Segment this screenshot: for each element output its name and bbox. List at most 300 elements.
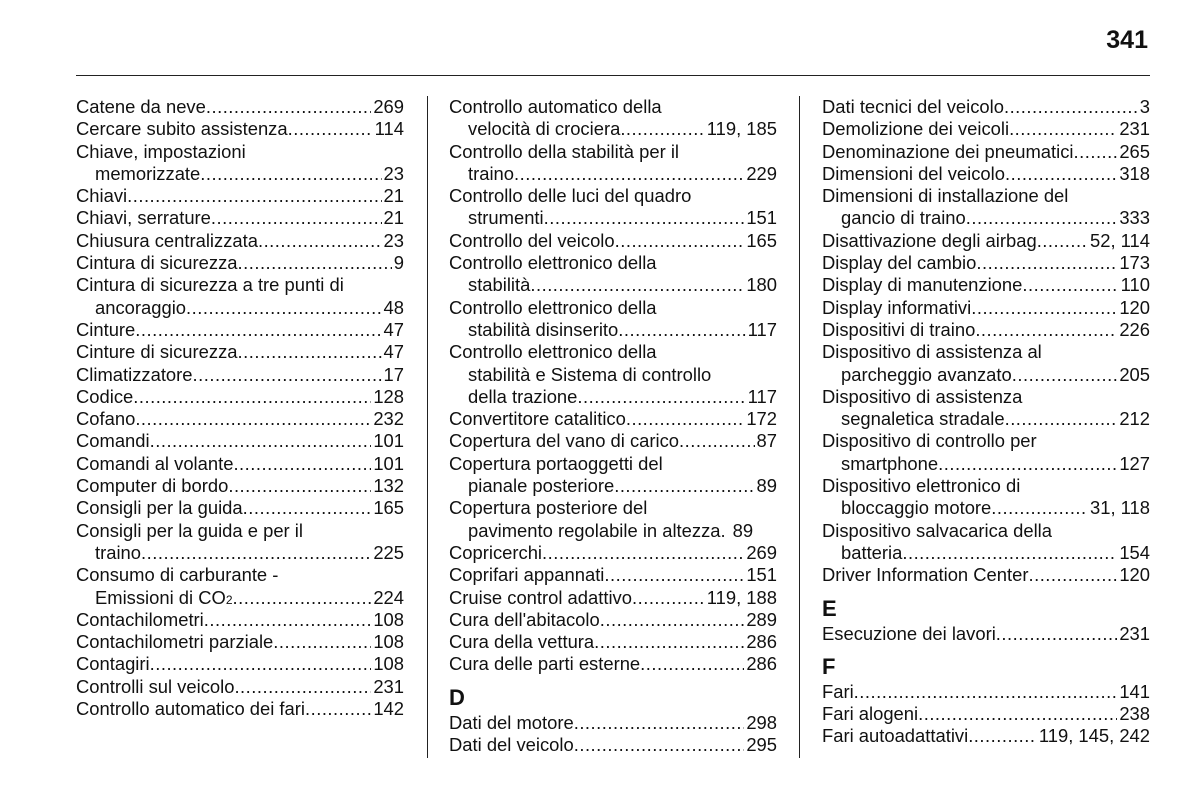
leader-dots bbox=[206, 96, 371, 118]
entry-text: Climatizzatore bbox=[76, 363, 193, 385]
entry-text: Copricerchi bbox=[449, 541, 543, 563]
page-ref: 119, 145, 242 bbox=[1038, 725, 1150, 747]
page-ref: 172 bbox=[746, 408, 777, 430]
leader-dots bbox=[604, 564, 744, 586]
leader-dots bbox=[1009, 118, 1117, 140]
entry-line bbox=[76, 408, 404, 430]
page-ref: 117 bbox=[747, 318, 777, 340]
entry-text: Dati del motore bbox=[449, 711, 574, 733]
index-entry bbox=[822, 681, 1150, 703]
leader-dots bbox=[632, 587, 705, 609]
entry-text: Dispositivo elettronico di bbox=[822, 475, 1021, 497]
index-entry bbox=[76, 230, 404, 252]
entry-line bbox=[449, 163, 777, 185]
index-entry bbox=[822, 386, 1150, 431]
entry-text: Contachilometri bbox=[76, 608, 204, 630]
entry-text: smartphone bbox=[841, 452, 939, 474]
leader-dots bbox=[626, 408, 744, 430]
leader-dots bbox=[975, 319, 1117, 341]
index-entry bbox=[76, 252, 404, 274]
entry-text: Controllo della stabilità per il bbox=[449, 140, 679, 162]
index-entry bbox=[76, 341, 404, 363]
index-entry bbox=[76, 475, 404, 497]
entry-line bbox=[822, 319, 1150, 341]
index-entry bbox=[822, 185, 1150, 230]
entry-text: Convertitore catalitico bbox=[449, 408, 626, 430]
entry-line bbox=[76, 542, 404, 564]
index-entry bbox=[76, 364, 404, 386]
page-ref: 47 bbox=[383, 318, 404, 340]
entry-line bbox=[822, 274, 1150, 296]
page-ref: 232 bbox=[373, 408, 404, 430]
entry-line bbox=[76, 163, 404, 185]
section-letter: D bbox=[449, 684, 465, 710]
entry-line bbox=[76, 141, 404, 163]
leader-dots bbox=[530, 274, 744, 296]
entry-line bbox=[822, 252, 1150, 274]
index-entry bbox=[822, 230, 1150, 252]
entry-line bbox=[76, 341, 404, 363]
leader-dots bbox=[902, 542, 1117, 564]
entry-line bbox=[76, 297, 404, 319]
page-ref: 117 bbox=[747, 385, 777, 407]
index-entry bbox=[76, 564, 404, 609]
page-ref: 229 bbox=[746, 162, 777, 184]
index-entry bbox=[76, 141, 404, 186]
page-ref: 231 bbox=[1119, 622, 1150, 644]
entry-line bbox=[76, 207, 404, 229]
index-entry bbox=[449, 297, 777, 342]
entry-text: Dispositivo di assistenza bbox=[822, 385, 1023, 407]
page-ref: 119, 185 bbox=[706, 118, 777, 140]
leader-dots bbox=[544, 207, 745, 229]
entry-line bbox=[822, 230, 1150, 252]
leader-dots bbox=[141, 542, 371, 564]
entry-text: Contachilometri parziale bbox=[76, 631, 274, 653]
entry-text: strumenti bbox=[468, 207, 544, 229]
page-ref: 154 bbox=[1119, 541, 1150, 563]
entry-text: Dimensioni di installazione del bbox=[822, 185, 1069, 207]
page-ref: 286 bbox=[746, 631, 777, 653]
leader-dots bbox=[918, 703, 1117, 725]
leader-dots bbox=[600, 609, 745, 631]
entry-text: Chiavi bbox=[76, 185, 128, 207]
entry-line bbox=[449, 520, 777, 542]
page-ref: 333 bbox=[1119, 207, 1150, 229]
entry-text: Codice bbox=[76, 385, 134, 407]
entry-text: stabilità e Sistema di controllo bbox=[468, 363, 712, 385]
leader-dots bbox=[640, 653, 744, 675]
index-entry bbox=[822, 341, 1150, 386]
index-entry bbox=[449, 609, 777, 631]
entry-line bbox=[822, 163, 1150, 185]
page-ref: 151 bbox=[746, 564, 777, 586]
leader-dots bbox=[614, 475, 754, 497]
index-entry bbox=[76, 319, 404, 341]
page-ref: 212 bbox=[1119, 408, 1150, 430]
section-letter: E bbox=[822, 595, 837, 621]
entry-line bbox=[822, 96, 1150, 118]
entry-line bbox=[449, 497, 777, 519]
index-entry bbox=[76, 408, 404, 430]
leader-dots bbox=[305, 698, 371, 720]
entry-line bbox=[822, 430, 1150, 452]
leader-dots bbox=[574, 712, 745, 734]
entry-line bbox=[449, 118, 777, 140]
entry-line bbox=[822, 386, 1150, 408]
index-entry bbox=[822, 96, 1150, 118]
entry-text: traino bbox=[468, 162, 515, 184]
entry-text: Controllo automatico della bbox=[449, 96, 662, 117]
entry-text: memorizzate bbox=[95, 162, 201, 184]
page-ref: 108 bbox=[373, 631, 404, 653]
leader-dots bbox=[135, 319, 381, 341]
page-ref: 265 bbox=[1119, 140, 1150, 162]
entry-text: Cinture di sicurezza bbox=[76, 341, 238, 363]
index-entry bbox=[76, 453, 404, 475]
entry-text: Computer di bordo bbox=[76, 475, 229, 497]
entry-line bbox=[449, 631, 777, 653]
leader-dots bbox=[135, 408, 371, 430]
page-ref: 101 bbox=[373, 430, 404, 452]
entry-text: pianale posteriore bbox=[468, 475, 615, 497]
entry-text: Chiave, impostazioni bbox=[76, 140, 246, 162]
page-ref: 151 bbox=[746, 207, 777, 229]
index-entry bbox=[76, 631, 404, 653]
page-ref: 101 bbox=[373, 452, 404, 474]
entry-line bbox=[449, 712, 777, 734]
leader-dots bbox=[233, 587, 372, 609]
page-ref: 119, 188 bbox=[706, 586, 777, 608]
entry-text: Fari alogeni bbox=[822, 703, 919, 725]
page-ref: 224 bbox=[373, 586, 404, 608]
entry-line bbox=[449, 297, 777, 319]
page-ref: 141 bbox=[1119, 680, 1150, 702]
entry-line bbox=[822, 297, 1150, 319]
leader-dots bbox=[1037, 230, 1088, 252]
entry-line bbox=[76, 185, 404, 207]
index-entry bbox=[822, 319, 1150, 341]
entry-line bbox=[449, 230, 777, 252]
index-entry bbox=[449, 408, 777, 430]
entry-line bbox=[822, 118, 1150, 140]
page-ref: 21 bbox=[383, 185, 404, 207]
entry-line bbox=[449, 408, 777, 430]
entry-line bbox=[822, 341, 1150, 363]
entry-line bbox=[449, 653, 777, 675]
entry-text: traino bbox=[95, 541, 142, 563]
index-entry bbox=[76, 430, 404, 452]
entry-text: Chiusura centralizzata bbox=[76, 229, 258, 251]
leader-dots bbox=[996, 623, 1118, 645]
entry-line bbox=[449, 141, 777, 163]
leader-dots bbox=[679, 430, 755, 452]
entry-line bbox=[76, 96, 404, 118]
entry-text: Consumo di carburante - bbox=[76, 564, 279, 586]
entry-line bbox=[822, 703, 1150, 725]
page-ref: 132 bbox=[373, 475, 404, 497]
entry-text: Contagiri bbox=[76, 653, 150, 675]
index-entry bbox=[449, 230, 777, 252]
leader-dots bbox=[1022, 274, 1118, 296]
entry-line bbox=[449, 252, 777, 274]
entry-line: Emissioni di CO 2 ..... 224 bbox=[76, 587, 404, 609]
index-entry bbox=[76, 497, 404, 519]
index-entry bbox=[822, 475, 1150, 520]
index-entry bbox=[822, 141, 1150, 163]
entry-text: Dispositivi di traino bbox=[822, 318, 976, 340]
leader-dots bbox=[1012, 364, 1118, 386]
leader-dots bbox=[542, 542, 744, 564]
entry-text: Comandi bbox=[76, 430, 150, 452]
entry-text: Cinture bbox=[76, 318, 136, 340]
index-entry bbox=[822, 520, 1150, 565]
entry-text: Cura dell'abitacolo bbox=[449, 608, 600, 630]
entry-line bbox=[76, 453, 404, 475]
leader-dots bbox=[620, 118, 704, 140]
page-ref: 225 bbox=[373, 541, 404, 563]
entry-line bbox=[449, 341, 777, 363]
entry-line bbox=[449, 386, 777, 408]
entry-line bbox=[449, 564, 777, 586]
entry-line bbox=[76, 430, 404, 452]
page-ref: 3 bbox=[1139, 96, 1150, 117]
entry-text: Comandi al volante bbox=[76, 452, 234, 474]
entry-line bbox=[76, 252, 404, 274]
entry-text: Fari autoadattativi bbox=[822, 725, 969, 747]
leader-dots bbox=[1028, 564, 1117, 586]
entry-line bbox=[822, 520, 1150, 542]
entry-line bbox=[822, 564, 1150, 586]
entry-line bbox=[822, 141, 1150, 163]
entry-line bbox=[76, 475, 404, 497]
entry-text: Cofano bbox=[76, 408, 136, 430]
entry-line bbox=[449, 587, 777, 609]
leader-dots bbox=[594, 631, 744, 653]
entry-line bbox=[822, 623, 1150, 645]
entry-text: ancoraggio bbox=[95, 296, 187, 318]
leader-dots bbox=[200, 163, 381, 185]
index-entry bbox=[822, 252, 1150, 274]
index-entry bbox=[822, 623, 1150, 645]
entry-line bbox=[449, 96, 777, 118]
entry-line bbox=[822, 681, 1150, 703]
entry-text: Cura della vettura bbox=[449, 631, 595, 653]
page-ref: 226 bbox=[1119, 318, 1150, 340]
leader-dots bbox=[238, 341, 382, 363]
index-entry bbox=[76, 118, 404, 140]
entry-line bbox=[822, 185, 1150, 207]
index-entry bbox=[76, 653, 404, 675]
entry-line bbox=[449, 185, 777, 207]
entry-line bbox=[76, 698, 404, 720]
header-rule bbox=[76, 75, 1150, 76]
entry-text: Disattivazione degli airbag bbox=[822, 229, 1037, 251]
leader-dots bbox=[971, 297, 1117, 319]
index-entry bbox=[76, 676, 404, 698]
entry-line bbox=[822, 207, 1150, 229]
entry-text: Demolizione dei veicoli bbox=[822, 118, 1010, 140]
leader-dots bbox=[1005, 408, 1118, 430]
column-divider bbox=[799, 96, 800, 758]
page-ref: 269 bbox=[373, 96, 404, 117]
index-entry bbox=[76, 207, 404, 229]
entry-text: segnaletica stradale bbox=[841, 408, 1005, 430]
page-ref: 23 bbox=[383, 162, 404, 184]
entry-text: parcheggio avanzato bbox=[841, 363, 1012, 385]
leader-dots bbox=[968, 725, 1037, 747]
entry-line bbox=[822, 453, 1150, 475]
column-divider bbox=[427, 96, 428, 758]
section-letter: F bbox=[822, 653, 836, 679]
page-ref: 23 bbox=[383, 229, 404, 251]
leader-dots bbox=[574, 734, 745, 756]
leader-dots bbox=[1004, 96, 1138, 118]
page-ref: 52, 114 bbox=[1090, 229, 1150, 251]
entry-text: Esecuzione dei lavori bbox=[822, 622, 996, 644]
leader-dots bbox=[976, 252, 1117, 274]
entry-line bbox=[76, 676, 404, 698]
entry-line bbox=[76, 118, 404, 140]
entry-line bbox=[449, 207, 777, 229]
page-ref: 31, 118 bbox=[1090, 497, 1150, 519]
index-entry bbox=[449, 252, 777, 297]
entry-text: Display informativi bbox=[822, 296, 972, 318]
leader-dots bbox=[618, 319, 745, 341]
leader-dots bbox=[228, 475, 371, 497]
index-entry bbox=[449, 564, 777, 586]
entry-text: Dati del veicolo bbox=[449, 734, 574, 756]
index-entry bbox=[449, 341, 777, 408]
entry-text: Dispositivo di assistenza al bbox=[822, 341, 1042, 363]
page-ref: 89 bbox=[732, 519, 754, 541]
leader-dots bbox=[233, 453, 371, 475]
entry-line bbox=[449, 364, 777, 386]
entry-line bbox=[76, 631, 404, 653]
page-ref: 286 bbox=[746, 653, 777, 675]
entry-text: Copertura posteriore del bbox=[449, 497, 648, 519]
entry-text: Cintura di sicurezza a tre punti di bbox=[76, 274, 344, 296]
entry-text: Controllo automatico dei fari bbox=[76, 698, 305, 720]
leader-dots bbox=[234, 676, 371, 698]
entry-line bbox=[449, 475, 777, 497]
page-number: 341 bbox=[1106, 26, 1148, 54]
page-ref: 180 bbox=[746, 274, 777, 296]
entry-text: Consigli per la guida bbox=[76, 497, 243, 519]
index-entry bbox=[76, 520, 404, 565]
entry-line bbox=[449, 430, 777, 452]
entry-text: Copertura portaoggetti del bbox=[449, 452, 663, 474]
index-entry bbox=[822, 118, 1150, 140]
entry-text: della trazione bbox=[468, 385, 578, 407]
index-column-2 bbox=[449, 96, 777, 756]
index-entry bbox=[822, 725, 1150, 747]
page-ref: 110 bbox=[1120, 274, 1150, 296]
index-entry bbox=[822, 274, 1150, 296]
index-entry bbox=[822, 163, 1150, 185]
index-entry bbox=[449, 497, 777, 542]
index-entry bbox=[822, 703, 1150, 725]
leader-dots bbox=[966, 207, 1118, 229]
index-entry bbox=[76, 96, 404, 118]
index-entry bbox=[449, 453, 777, 498]
entry-line bbox=[822, 542, 1150, 564]
entry-line bbox=[822, 475, 1150, 497]
entry-text: Controllo elettronico della bbox=[449, 296, 657, 318]
entry-line bbox=[822, 408, 1150, 430]
entry-line bbox=[76, 609, 404, 631]
index-entry bbox=[449, 96, 777, 141]
index-entry bbox=[449, 587, 777, 609]
entry-line bbox=[76, 653, 404, 675]
entry-text: Copertura del vano di carico bbox=[449, 430, 680, 452]
entry-text: stabilità bbox=[468, 274, 531, 296]
page-ref: 295 bbox=[746, 734, 777, 756]
index-entry bbox=[822, 297, 1150, 319]
leader-dots bbox=[938, 453, 1117, 475]
leader-dots bbox=[186, 297, 382, 319]
entry-text: Consigli per la guida e per il bbox=[76, 519, 303, 541]
page-ref: 165 bbox=[373, 497, 404, 519]
page-ref: 21 bbox=[383, 207, 404, 229]
entry-line bbox=[449, 453, 777, 475]
entry-line bbox=[76, 364, 404, 386]
leader-dots bbox=[288, 118, 373, 140]
leader-dots bbox=[211, 207, 382, 229]
index-entry bbox=[76, 609, 404, 631]
page-ref: 289 bbox=[746, 608, 777, 630]
index-entry bbox=[449, 631, 777, 653]
leader-dots bbox=[193, 364, 382, 386]
page-ref: 238 bbox=[1119, 703, 1150, 725]
index-entry bbox=[449, 542, 777, 564]
page-ref: 127 bbox=[1119, 452, 1150, 474]
entry-line bbox=[449, 274, 777, 296]
entry-line bbox=[76, 230, 404, 252]
entry-text: Dimensioni del veicolo bbox=[822, 162, 1005, 184]
entry-text: gancio di traino bbox=[841, 207, 966, 229]
leader-dots bbox=[238, 252, 392, 274]
index-entry bbox=[449, 712, 777, 734]
index-entry bbox=[449, 653, 777, 675]
entry-text: pavimento regolabile in altezza. bbox=[468, 519, 726, 541]
entry-text: Controlli sul veicolo bbox=[76, 675, 235, 697]
entry-text: Display di manutenzione bbox=[822, 274, 1023, 296]
entry-text: Controllo delle luci del quadro bbox=[449, 185, 692, 207]
entry-line bbox=[76, 319, 404, 341]
page-ref: 9 bbox=[393, 252, 404, 274]
entry-text: stabilità disinserito bbox=[468, 318, 619, 340]
entry-text: Chiavi, serrature bbox=[76, 207, 211, 229]
page-ref: 17 bbox=[383, 363, 404, 385]
index-entry bbox=[449, 141, 777, 186]
page-ref: 120 bbox=[1119, 564, 1150, 586]
page-ref: 269 bbox=[746, 541, 777, 563]
page-ref: 114 bbox=[374, 118, 404, 140]
page-ref: 108 bbox=[373, 653, 404, 675]
page-ref: 298 bbox=[746, 711, 777, 733]
page-ref: 231 bbox=[1119, 118, 1150, 140]
page-ref: 205 bbox=[1119, 363, 1150, 385]
entry-text: Cura delle parti esterne bbox=[449, 653, 641, 675]
leader-dots bbox=[273, 631, 371, 653]
index-entry bbox=[822, 430, 1150, 475]
entry-text: Display del cambio bbox=[822, 252, 977, 274]
index-entry bbox=[449, 734, 777, 756]
index-entry bbox=[76, 386, 404, 408]
leader-dots bbox=[258, 230, 382, 252]
entry-line bbox=[76, 497, 404, 519]
